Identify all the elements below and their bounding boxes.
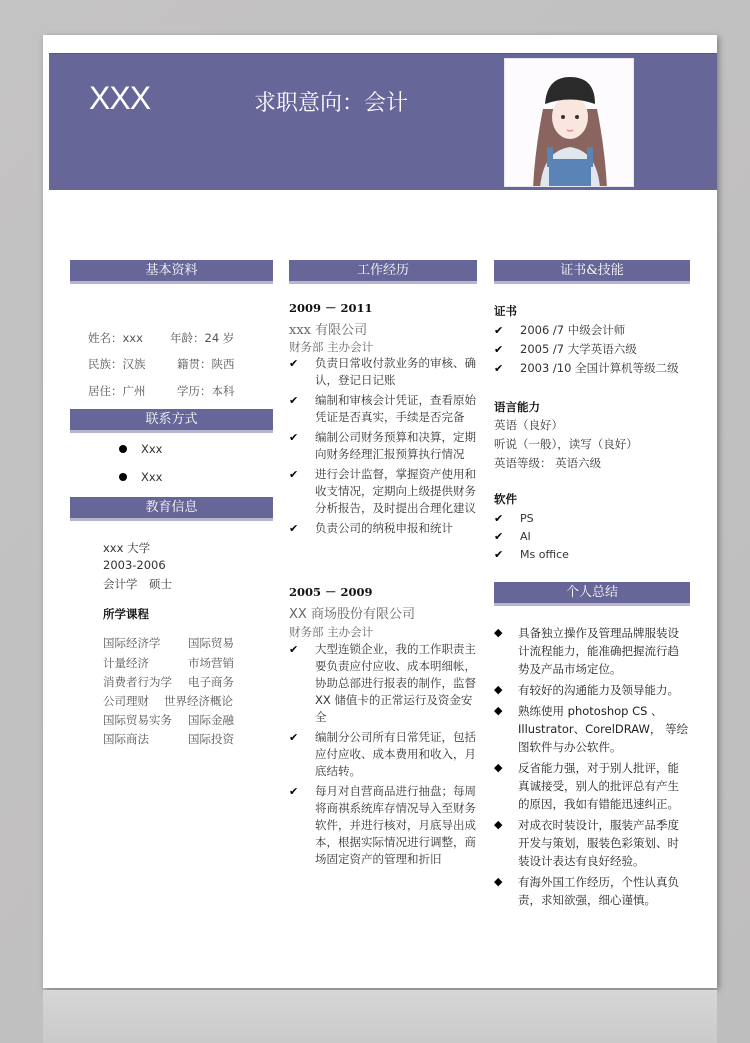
edu-period: 2003-2006 [103,558,166,572]
software-list [494,510,690,564]
candidate-name: XXX [89,80,151,116]
resume-header [49,53,717,190]
course: 国际金融 [188,713,234,727]
language-line: 听说（一般），读写（良好） [494,437,638,451]
check-icon: ✔ [494,362,504,375]
check-icon: ✔ [289,431,299,444]
duty-item: ✔ 大型连锁企业，我的工作职责主要负责应付应收、成本明细帐，协助总部进行报表的制作，监督 XX 储值卡的正常运行及资金安全 [289,642,476,724]
duty-item: ✔ 编制公司财务预算和决算，定期向财务经理汇报预算执行情况 [289,430,476,461]
diamond-icon: ◆ [494,683,503,696]
section-header-contact: 联系方式 [70,409,273,433]
job-2-duties [289,641,477,871]
next-page-preview [43,990,717,1043]
diamond-icon: ◆ [494,875,503,888]
duty-item: ✔ 负责公司的纳税申报和统计 [289,521,453,535]
summary-item: ◆ 反省能力强，对于别人批评，能真诚接受，别人的批评总有产生的原因，我如有错能迅速纠正。 [494,761,679,811]
summary-item: ◆ 对成衣时装设计，服装产品季度开发与策划，服装色彩策划、时装设计表达有良好经验。 [494,818,679,868]
diamond-icon: ◆ [494,626,503,639]
course: 国际贸易 [188,636,234,650]
summary-item: ◆ 熟练使用 photoshop CS 、Illustrator、CorelDRAW， 等绘图软件与办公软件。 [494,704,689,754]
edu-school: xxx 大学 [103,541,151,555]
certs-title: 证书 [494,304,517,318]
edu-major-degree: 会计学 硕士 [103,577,172,591]
profile-photo [504,58,634,187]
job-1-duties [289,355,477,540]
course: 消费者行为学 [103,675,172,689]
info-name: 姓名：xxx [88,331,143,345]
section-header-work: 工作经历 [289,260,477,284]
certs-list [494,322,690,379]
language-title: 语言能力 [494,400,540,414]
diamond-icon: ◆ [494,704,503,717]
check-icon: ✔ [494,324,504,337]
check-icon: ✔ [494,548,504,561]
check-icon: ✔ [289,394,299,407]
check-icon: ✔ [289,468,299,481]
duty-item: ✔ 每月对自营商品进行抽盘；每周将商祺系统库存情况导入至财务软件，并进行核对，月底导出成本，根据实际情况进行调整，商场固定资产的管理和折旧 [289,784,476,866]
bullet-icon [119,473,127,481]
summary-item: ◆ 有海外国工作经历，个性认真负责，求知欲强，细心谨慎。 [494,875,679,907]
check-icon: ✔ [494,530,504,543]
check-icon: ✔ [494,343,504,356]
summary-list [494,624,690,912]
job-1-period: 2009 － 2011 [289,301,373,315]
course: 计量经济 [103,656,149,670]
info-education-level: 学历：本科 [177,384,235,398]
section-header-basic-info: 基本资料 [70,260,273,284]
duty-item: ✔ 编制和审核会计凭证，查看原始凭证是否真实，手续是否完备 [289,393,476,424]
courses-title: 所学课程 [103,607,149,621]
info-hometown: 籍贯：陕西 [177,357,235,371]
course: 国际商法 [103,732,149,746]
resume-page [43,35,717,988]
duty-item: ✔ 进行会计监督，掌握资产使用和收支情况，定期向上级提供财务分析报告，及时提出合理化建议 [289,467,476,515]
avatar-illustration-icon [505,59,634,187]
info-ethnicity: 民族：汉族 [88,357,146,371]
job-2-period: 2005 － 2009 [289,585,373,599]
section-header-education: 教育信息 [70,497,273,521]
diamond-icon: ◆ [494,761,503,774]
course: 世界经济概论 [164,694,233,708]
language-line: 英语等级： 英语六级 [494,456,602,470]
course: 电子商务 [188,675,234,689]
summary-item: ◆ 有较好的沟通能力及领导能力。 [494,683,679,697]
cert-item: ✔ 2006 /7 中级会计师 [494,323,626,337]
job-2-position: 财务部 主办会计 [289,625,374,639]
software-item: ✔ PS [494,512,534,525]
software-item: ✔ AI [494,530,531,543]
language-line: 英语（良好） [494,418,563,432]
course: 国际投资 [188,732,234,746]
section-header-skills: 证书&技能 [494,260,690,284]
duty-item: ✔ 编制分公司所有日常凭证，包括应付应收、成本费用和收入，月底结转。 [289,730,476,778]
bullet-icon [119,445,127,453]
summary-item: ◆ 具备独立操作及管理品牌服装设计流程能力，能准确把握流行趋势及产品市场定位。 [494,626,679,676]
check-icon: ✔ [289,522,299,535]
course: 市场营销 [188,656,234,670]
job-2-company: XX 商场股份有限公司 [289,607,415,622]
course: 国际贸易实务 [103,713,172,727]
cert-item: ✔ 2003 /10 全国计算机等级二级 [494,361,679,375]
duty-item: ✔ 负责日常收付款业务的审核、确认，登记日记账 [289,356,476,387]
contact-item-1: Xxx [141,442,163,456]
check-icon: ✔ [494,512,504,525]
course: 国际经济学 [103,636,161,650]
check-icon: ✔ [289,643,299,656]
contact-item-2: Xxx [141,470,163,484]
info-age: 年龄：24 岁 [170,331,235,345]
info-residence: 居住：广州 [88,384,146,398]
section-header-summary: 个人总结 [494,582,690,606]
software-title: 软件 [494,492,517,506]
job-1-company: xxx 有限公司 [289,323,368,338]
diamond-icon: ◆ [494,818,503,831]
course: 公司理财 [103,694,149,708]
check-icon: ✔ [289,357,299,370]
software-item: ✔ Ms office [494,548,569,561]
job-1-position: 财务部 主办会计 [289,340,374,354]
cert-item: ✔ 2005 /7 大学英语六级 [494,342,637,356]
check-icon: ✔ [289,731,299,744]
job-intent: 求职意向：会计 [254,91,409,116]
check-icon: ✔ [289,785,299,798]
